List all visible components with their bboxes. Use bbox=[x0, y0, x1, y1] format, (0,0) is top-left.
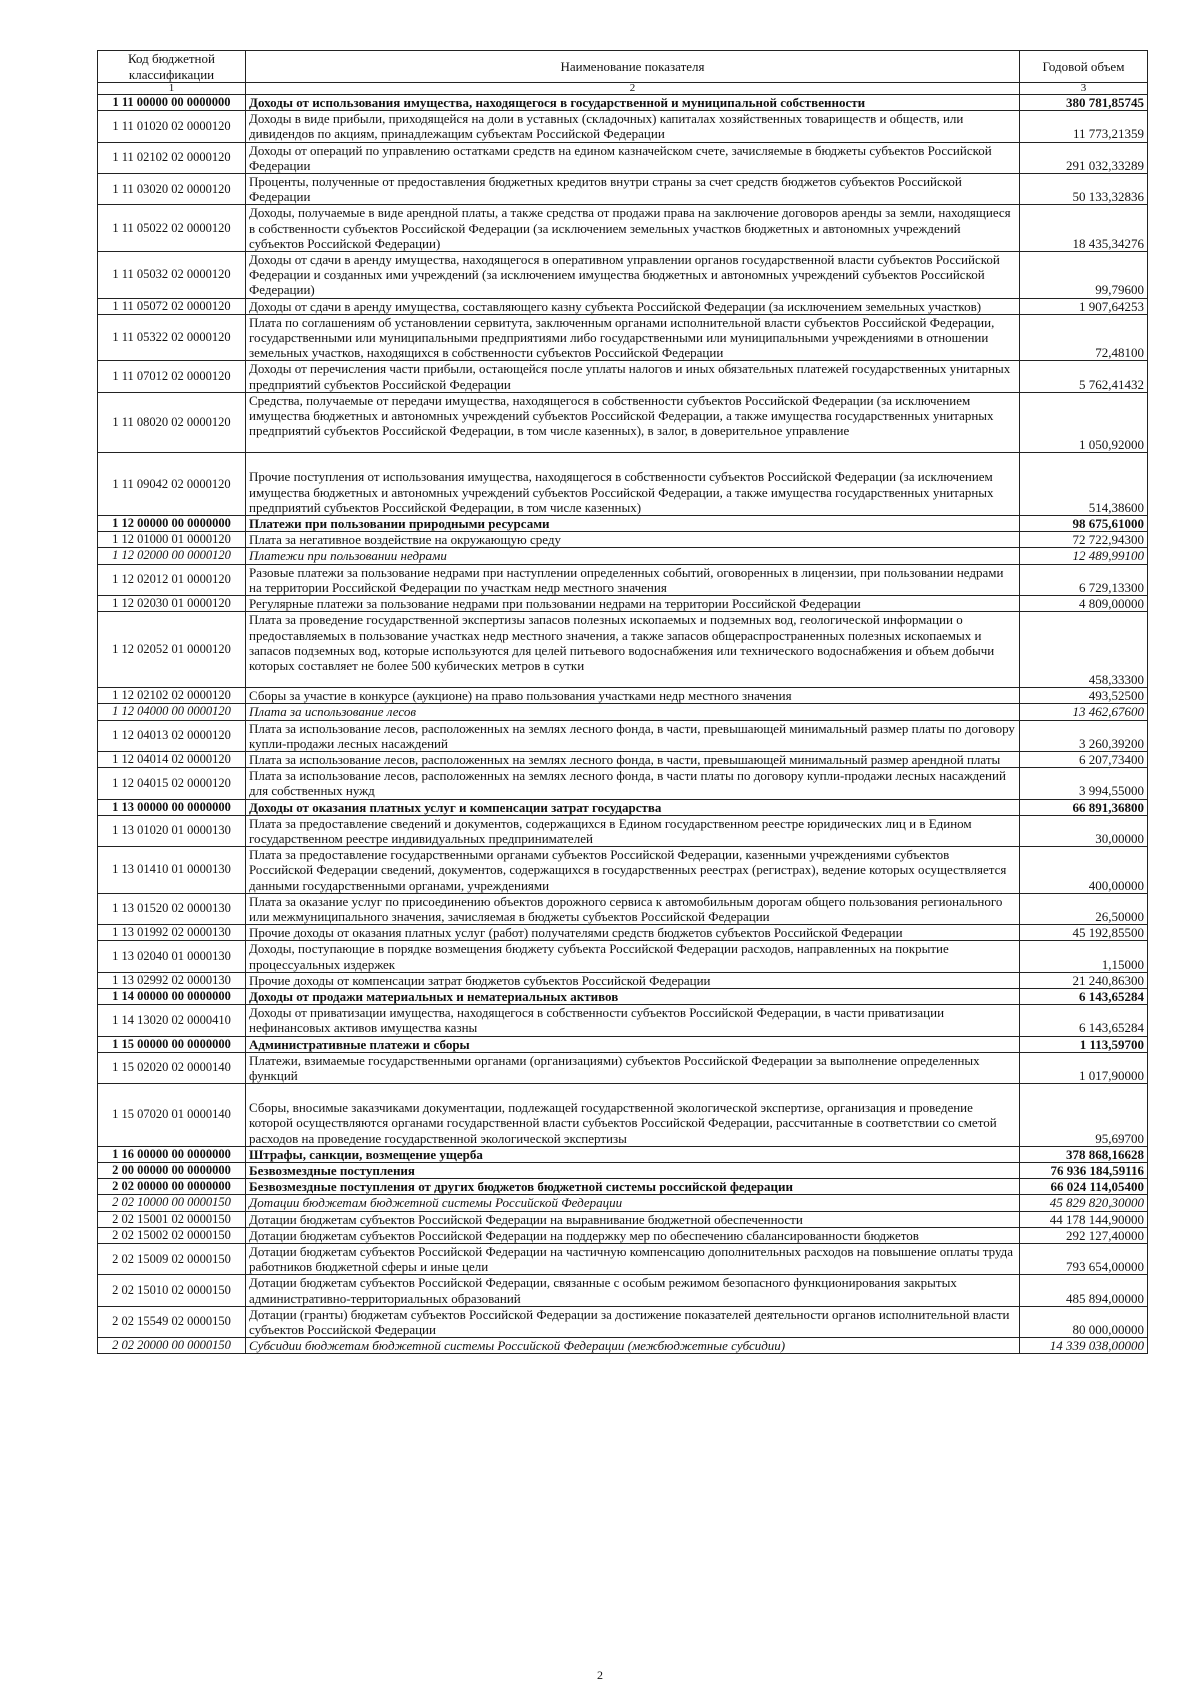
row-code: 1 12 04014 02 0000120 bbox=[98, 751, 246, 767]
row-code: 2 02 20000 00 0000150 bbox=[98, 1338, 246, 1354]
row-name: Плата за проведение государственной экспертизы запасов полезных ископаемых и подземных вод, геологической информации о предоставляемых в пользование участках недр местного значения, а также запасов общераспространенных полезных ископаемых и запасов подземных вод, которые используются для целей питьевого водоснабжения или технического водоснабжения и объем добычи которых составляет не более 500 кубических метров в сутки bbox=[246, 612, 1020, 688]
table-row bbox=[98, 532, 1148, 548]
row-value: 458,33300 bbox=[1020, 612, 1148, 688]
row-name: Прочие поступления от использования имущества, находящегося в собственности субъектов Российской Федерации (за исключением имущества бюджетных и автономных учреждений субъектов Российской Федерации, а также имущества государственных унитарных предприятий субъектов Российской Федерации, в том числе казенных) bbox=[246, 453, 1020, 516]
row-code: 1 14 00000 00 0000000 bbox=[98, 988, 246, 1004]
row-name: Плата за негативное воздействие на окружающую среду bbox=[246, 532, 1020, 548]
row-name: Дотации бюджетам субъектов Российской Федерации на частичную компенсацию дополнительных расходов на повышение оплаты труда работников бюджетной сферы и иные цели bbox=[246, 1244, 1020, 1275]
table-row bbox=[98, 205, 1148, 252]
table-row bbox=[98, 847, 1148, 894]
row-name: Доходы от приватизации имущества, находящегося в собственности субъектов Российской Федерации, в части приватизации нефинансовых активов имущества казны bbox=[246, 1005, 1020, 1036]
table-row bbox=[98, 1084, 1148, 1147]
row-name: Штрафы, санкции, возмещение ущерба bbox=[246, 1146, 1020, 1162]
row-code: 1 13 00000 00 0000000 bbox=[98, 799, 246, 815]
row-code: 1 11 03020 02 0000120 bbox=[98, 174, 246, 205]
row-value: 21 240,86300 bbox=[1020, 972, 1148, 988]
row-value: 514,38600 bbox=[1020, 453, 1148, 516]
table-row bbox=[98, 612, 1148, 688]
row-name: Сборы, вносимые заказчиками документации, подлежащей государственной экологической экспертизе, организация и проведение которой осуществляются органами государственной власти субъектов Российской Федерации, рассчитанные в соответствии со сметой расходов на проведение государственной экологической экспертизы bbox=[246, 1084, 1020, 1147]
row-code: 1 16 00000 00 0000000 bbox=[98, 1146, 246, 1162]
row-code: 1 12 02102 02 0000120 bbox=[98, 688, 246, 704]
row-code: 1 13 01992 02 0000130 bbox=[98, 925, 246, 941]
table-row bbox=[98, 95, 1148, 111]
row-value: 4 809,00000 bbox=[1020, 596, 1148, 612]
row-name: Дотации (гранты) бюджетам субъектов Российской Федерации за достижение показателей деятельности органов исполнительной власти субъектов Российской Федерации bbox=[246, 1306, 1020, 1337]
row-value: 95,69700 bbox=[1020, 1084, 1148, 1147]
row-name: Доходы от сдачи в аренду имущества, находящегося в оперативном управлении органов государственной власти субъектов Российской Федерации и созданных ими учреждений (за исключением имущества бюджетных и автономных учреждений субъектов Российской Федерации) bbox=[246, 252, 1020, 299]
table-row bbox=[98, 1146, 1148, 1162]
row-name: Дотации бюджетам субъектов Российской Федерации на выравнивание бюджетной обеспеченности bbox=[246, 1211, 1020, 1227]
row-code: 1 15 00000 00 0000000 bbox=[98, 1036, 246, 1052]
row-name: Плата за предоставление сведений и документов, содержащихся в Едином государственном реестре юридических лиц и в Едином государственном реестре индивидуальных предпринимателей bbox=[246, 815, 1020, 846]
row-code: 2 02 15010 02 0000150 bbox=[98, 1275, 246, 1306]
row-name: Дотации бюджетам субъектов Российской Федерации, связанные с особым режимом безопасного функционирования закрытых административно-территориальных образований bbox=[246, 1275, 1020, 1306]
row-value: 26,50000 bbox=[1020, 893, 1148, 924]
table-row bbox=[98, 1195, 1148, 1211]
row-name: Разовые платежи за пользование недрами при наступлении определенных событий, оговоренных в лицензии, при пользовании недрами на территории Российской Федерации по участкам недр местного значения bbox=[246, 564, 1020, 595]
table-row bbox=[98, 392, 1148, 453]
row-value: 380 781,85745 bbox=[1020, 95, 1148, 111]
table-row bbox=[98, 768, 1148, 799]
row-code: 1 11 05072 02 0000120 bbox=[98, 298, 246, 314]
row-value: 1 907,64253 bbox=[1020, 298, 1148, 314]
row-value: 12 489,99100 bbox=[1020, 548, 1148, 564]
table-row bbox=[98, 1275, 1148, 1306]
row-name: Регулярные платежи за пользование недрами при пользовании недрами на территории Российской Федерации bbox=[246, 596, 1020, 612]
table-row bbox=[98, 314, 1148, 361]
row-code: 1 12 02012 01 0000120 bbox=[98, 564, 246, 595]
row-name: Дотации бюджетам субъектов Российской Федерации на поддержку мер по обеспечению сбалансированности бюджетов bbox=[246, 1227, 1020, 1243]
row-value: 378 868,16628 bbox=[1020, 1146, 1148, 1162]
row-name: Проценты, полученные от предоставления бюджетных кредитов внутри страны за счет средств бюджетов субъектов Российской Федерации bbox=[246, 174, 1020, 205]
row-name: Платежи, взимаемые государственными органами (организациями) субъектов Российской Федерации за выполнение определенных функций bbox=[246, 1052, 1020, 1083]
row-code: 1 12 04015 02 0000120 bbox=[98, 768, 246, 799]
row-value: 72,48100 bbox=[1020, 314, 1148, 361]
column-number-row bbox=[98, 83, 1148, 95]
table-row bbox=[98, 111, 1148, 142]
row-code: 1 13 01520 02 0000130 bbox=[98, 893, 246, 924]
row-value: 50 133,32836 bbox=[1020, 174, 1148, 205]
row-code: 1 15 02020 02 0000140 bbox=[98, 1052, 246, 1083]
row-code: 1 11 07012 02 0000120 bbox=[98, 361, 246, 392]
row-code: 1 14 13020 02 0000410 bbox=[98, 1005, 246, 1036]
row-code: 1 11 02102 02 0000120 bbox=[98, 142, 246, 173]
row-code: 1 12 00000 00 0000000 bbox=[98, 516, 246, 532]
row-value: 291 032,33289 bbox=[1020, 142, 1148, 173]
row-code: 2 02 15001 02 0000150 bbox=[98, 1211, 246, 1227]
row-code: 1 12 04000 00 0000120 bbox=[98, 704, 246, 720]
table-row bbox=[98, 1005, 1148, 1036]
row-code: 1 11 01020 02 0000120 bbox=[98, 111, 246, 142]
table-row bbox=[98, 799, 1148, 815]
row-value: 66 024 114,05400 bbox=[1020, 1179, 1148, 1195]
row-code: 2 02 00000 00 0000000 bbox=[98, 1179, 246, 1195]
row-name: Плата за использование лесов, расположенных на землях лесного фонда, в части, превышающей минимальный размер платы по договору купли-продажи лесных насаждений bbox=[246, 720, 1020, 751]
row-code: 1 11 05032 02 0000120 bbox=[98, 252, 246, 299]
table-row bbox=[98, 1052, 1148, 1083]
row-code: 1 13 02040 01 0000130 bbox=[98, 941, 246, 972]
row-value: 66 891,36800 bbox=[1020, 799, 1148, 815]
table-row bbox=[98, 1338, 1148, 1354]
table-row bbox=[98, 361, 1148, 392]
row-code: 1 12 02030 01 0000120 bbox=[98, 596, 246, 612]
table-row bbox=[98, 564, 1148, 595]
row-name: Плата за предоставление государственными органами субъектов Российской Федерации, казенными учреждениями субъектов Российской Федерации сведений, документов, содержащихся в государственных реестрах (регистрах), ведение которых осуществляется данными государственными органами, учреждениями bbox=[246, 847, 1020, 894]
table-row bbox=[98, 1227, 1148, 1243]
row-name: Дотации бюджетам бюджетной системы Российской Федерации bbox=[246, 1195, 1020, 1211]
table-row bbox=[98, 815, 1148, 846]
row-code: 1 11 08020 02 0000120 bbox=[98, 392, 246, 453]
row-name: Доходы от продажи материальных и нематериальных активов bbox=[246, 988, 1020, 1004]
row-code: 1 12 02052 01 0000120 bbox=[98, 612, 246, 688]
table-row bbox=[98, 893, 1148, 924]
row-value: 1 050,92000 bbox=[1020, 392, 1148, 453]
table-row bbox=[98, 142, 1148, 173]
budget-table-sheet bbox=[97, 50, 1147, 1354]
row-value: 1 017,90000 bbox=[1020, 1052, 1148, 1083]
row-code: 1 12 02000 00 0000120 bbox=[98, 548, 246, 564]
row-code: 1 11 00000 00 0000000 bbox=[98, 95, 246, 111]
row-name: Прочие доходы от оказания платных услуг (работ) получателями средств бюджетов субъектов Российской Федерации bbox=[246, 925, 1020, 941]
row-name: Доходы от операций по управлению остатками средств на едином казначейском счете, зачисляемые в бюджеты субъектов Российской Федерации bbox=[246, 142, 1020, 173]
row-value: 76 936 184,59116 bbox=[1020, 1163, 1148, 1179]
table-row bbox=[98, 1306, 1148, 1337]
row-name: Средства, получаемые от передачи имущества, находящегося в собственности субъектов Российской Федерации (за исключением имущества бюджетных и автономных учреждений субъектов Российской Федерации, а также имущества государственных унитарных предприятий субъектов Российской Федерации, в том числе казенных), в залог, в доверительное управление bbox=[246, 392, 1020, 453]
header-code: Код бюджетной классификации bbox=[98, 51, 246, 83]
row-code: 2 02 10000 00 0000150 bbox=[98, 1195, 246, 1211]
row-value: 493,52500 bbox=[1020, 688, 1148, 704]
row-value: 292 127,40000 bbox=[1020, 1227, 1148, 1243]
row-code: 1 11 09042 02 0000120 bbox=[98, 453, 246, 516]
row-name: Плата за использование лесов, расположенных на землях лесного фонда, в части, превышающей минимальный размер арендной платы bbox=[246, 751, 1020, 767]
table-row bbox=[98, 1244, 1148, 1275]
table-row bbox=[98, 925, 1148, 941]
row-value: 1,15000 bbox=[1020, 941, 1148, 972]
row-value: 45 192,85500 bbox=[1020, 925, 1148, 941]
row-name: Платежи при пользовании природными ресурсами bbox=[246, 516, 1020, 532]
row-value: 793 654,00000 bbox=[1020, 1244, 1148, 1275]
row-name: Административные платежи и сборы bbox=[246, 1036, 1020, 1052]
table-row bbox=[98, 688, 1148, 704]
table-row bbox=[98, 704, 1148, 720]
row-code: 1 15 07020 01 0000140 bbox=[98, 1084, 246, 1147]
row-name: Безвозмездные поступления от других бюджетов бюджетной системы российской федерации bbox=[246, 1179, 1020, 1195]
row-name: Доходы, поступающие в порядке возмещения бюджету субъекта Российской Федерации расходов, направленных на покрытие процессуальных издержек bbox=[246, 941, 1020, 972]
row-name: Сборы за участие в конкурсе (аукционе) на право пользования участками недр местного значения bbox=[246, 688, 1020, 704]
row-value: 11 773,21359 bbox=[1020, 111, 1148, 142]
row-value: 3 260,39200 bbox=[1020, 720, 1148, 751]
row-value: 72 722,94300 bbox=[1020, 532, 1148, 548]
column-number-3: 3 bbox=[1020, 83, 1148, 95]
row-value: 1 113,59700 bbox=[1020, 1036, 1148, 1052]
row-name: Плата за оказание услуг по присоединению объектов дорожного сервиса к автомобильным дорогам общего пользования регионального или межмуниципального значения, зачисляемая в бюджеты субъектов Российской Федерации bbox=[246, 893, 1020, 924]
row-name: Субсидии бюджетам бюджетной системы Российской Федерации (межбюджетные субсидии) bbox=[246, 1338, 1020, 1354]
table-row bbox=[98, 516, 1148, 532]
row-code: 1 11 05322 02 0000120 bbox=[98, 314, 246, 361]
row-value: 6 143,65284 bbox=[1020, 988, 1148, 1004]
row-value: 3 994,55000 bbox=[1020, 768, 1148, 799]
row-code: 2 02 15002 02 0000150 bbox=[98, 1227, 246, 1243]
table-row bbox=[98, 988, 1148, 1004]
column-number-2: 2 bbox=[246, 83, 1020, 95]
table-row bbox=[98, 1163, 1148, 1179]
header-value: Годовой объем bbox=[1020, 51, 1148, 83]
table-body bbox=[98, 95, 1148, 1354]
table-row bbox=[98, 720, 1148, 751]
row-value: 18 435,34276 bbox=[1020, 205, 1148, 252]
table-row bbox=[98, 298, 1148, 314]
row-name: Доходы, получаемые в виде арендной платы, а также средства от продажи права на заключение договоров аренды за земли, находящиеся в собственности субъектов Российской Федерации (за исключением земельных участков бюджетных и автономных учреждений субъектов Российской Федерации) bbox=[246, 205, 1020, 252]
table-row bbox=[98, 1211, 1148, 1227]
row-name: Плата по соглашениям об установлении сервитута, заключенным органами исполнительной власти субъектов Российской Федерации, государственными или муниципальными предприятиями либо государственными или муниципальными учреждениями в отношении земельных участков, находящихся в собственности субъектов Российской Федерации bbox=[246, 314, 1020, 361]
row-code: 1 13 01020 01 0000130 bbox=[98, 815, 246, 846]
row-code: 1 13 02992 02 0000130 bbox=[98, 972, 246, 988]
row-value: 6 143,65284 bbox=[1020, 1005, 1148, 1036]
budget-revenue-table bbox=[97, 50, 1148, 1354]
row-name: Доходы в виде прибыли, приходящейся на доли в уставных (складочных) капиталах хозяйственных товариществ и обществ, или дивидендов по акциям, принадлежащим субъектам Российской Федерации bbox=[246, 111, 1020, 142]
row-value: 13 462,67600 bbox=[1020, 704, 1148, 720]
table-row bbox=[98, 174, 1148, 205]
page-number: 2 bbox=[597, 1668, 603, 1682]
header-name: Наименование показателя bbox=[246, 51, 1020, 83]
row-value: 99,79600 bbox=[1020, 252, 1148, 299]
row-value: 485 894,00000 bbox=[1020, 1275, 1148, 1306]
row-code: 1 12 01000 01 0000120 bbox=[98, 532, 246, 548]
row-code: 2 02 15009 02 0000150 bbox=[98, 1244, 246, 1275]
row-name: Прочие доходы от компенсации затрат бюджетов субъектов Российской Федерации bbox=[246, 972, 1020, 988]
column-number-1: 1 bbox=[98, 83, 246, 95]
row-value: 400,00000 bbox=[1020, 847, 1148, 894]
row-name: Платежи при пользовании недрами bbox=[246, 548, 1020, 564]
row-code: 1 12 04013 02 0000120 bbox=[98, 720, 246, 751]
row-value: 98 675,61000 bbox=[1020, 516, 1148, 532]
row-value: 6 729,13300 bbox=[1020, 564, 1148, 595]
row-name: Безвозмездные поступления bbox=[246, 1163, 1020, 1179]
row-value: 30,00000 bbox=[1020, 815, 1148, 846]
table-row bbox=[98, 548, 1148, 564]
table-row bbox=[98, 751, 1148, 767]
row-value: 5 762,41432 bbox=[1020, 361, 1148, 392]
table-row bbox=[98, 941, 1148, 972]
row-code: 1 13 01410 01 0000130 bbox=[98, 847, 246, 894]
row-code: 2 02 15549 02 0000150 bbox=[98, 1306, 246, 1337]
row-name: Доходы от перечисления части прибыли, остающейся после уплаты налогов и иных обязательных платежей государственных унитарных предприятий субъектов Российской Федерации bbox=[246, 361, 1020, 392]
row-name: Доходы от использования имущества, находящегося в государственной и муниципальной собственности bbox=[246, 95, 1020, 111]
table-row bbox=[98, 1036, 1148, 1052]
row-name: Плата за использование лесов, расположенных на землях лесного фонда, в части платы по договору купли-продажи лесных насаждений для собственных нужд bbox=[246, 768, 1020, 799]
row-name: Доходы от сдачи в аренду имущества, составляющего казну субъекта Российской Федерации (за исключением земельных участков) bbox=[246, 298, 1020, 314]
row-code: 2 00 00000 00 0000000 bbox=[98, 1163, 246, 1179]
row-value: 6 207,73400 bbox=[1020, 751, 1148, 767]
row-value: 14 339 038,00000 bbox=[1020, 1338, 1148, 1354]
table-row bbox=[98, 1179, 1148, 1195]
row-code: 1 11 05022 02 0000120 bbox=[98, 205, 246, 252]
table-row bbox=[98, 596, 1148, 612]
row-name: Доходы от оказания платных услуг и компенсации затрат государства bbox=[246, 799, 1020, 815]
table-row bbox=[98, 252, 1148, 299]
row-value: 80 000,00000 bbox=[1020, 1306, 1148, 1337]
table-header-row bbox=[98, 51, 1148, 83]
table-row bbox=[98, 972, 1148, 988]
row-value: 45 829 820,30000 bbox=[1020, 1195, 1148, 1211]
table-row bbox=[98, 453, 1148, 516]
row-value: 44 178 144,90000 bbox=[1020, 1211, 1148, 1227]
row-name: Плата за использование лесов bbox=[246, 704, 1020, 720]
